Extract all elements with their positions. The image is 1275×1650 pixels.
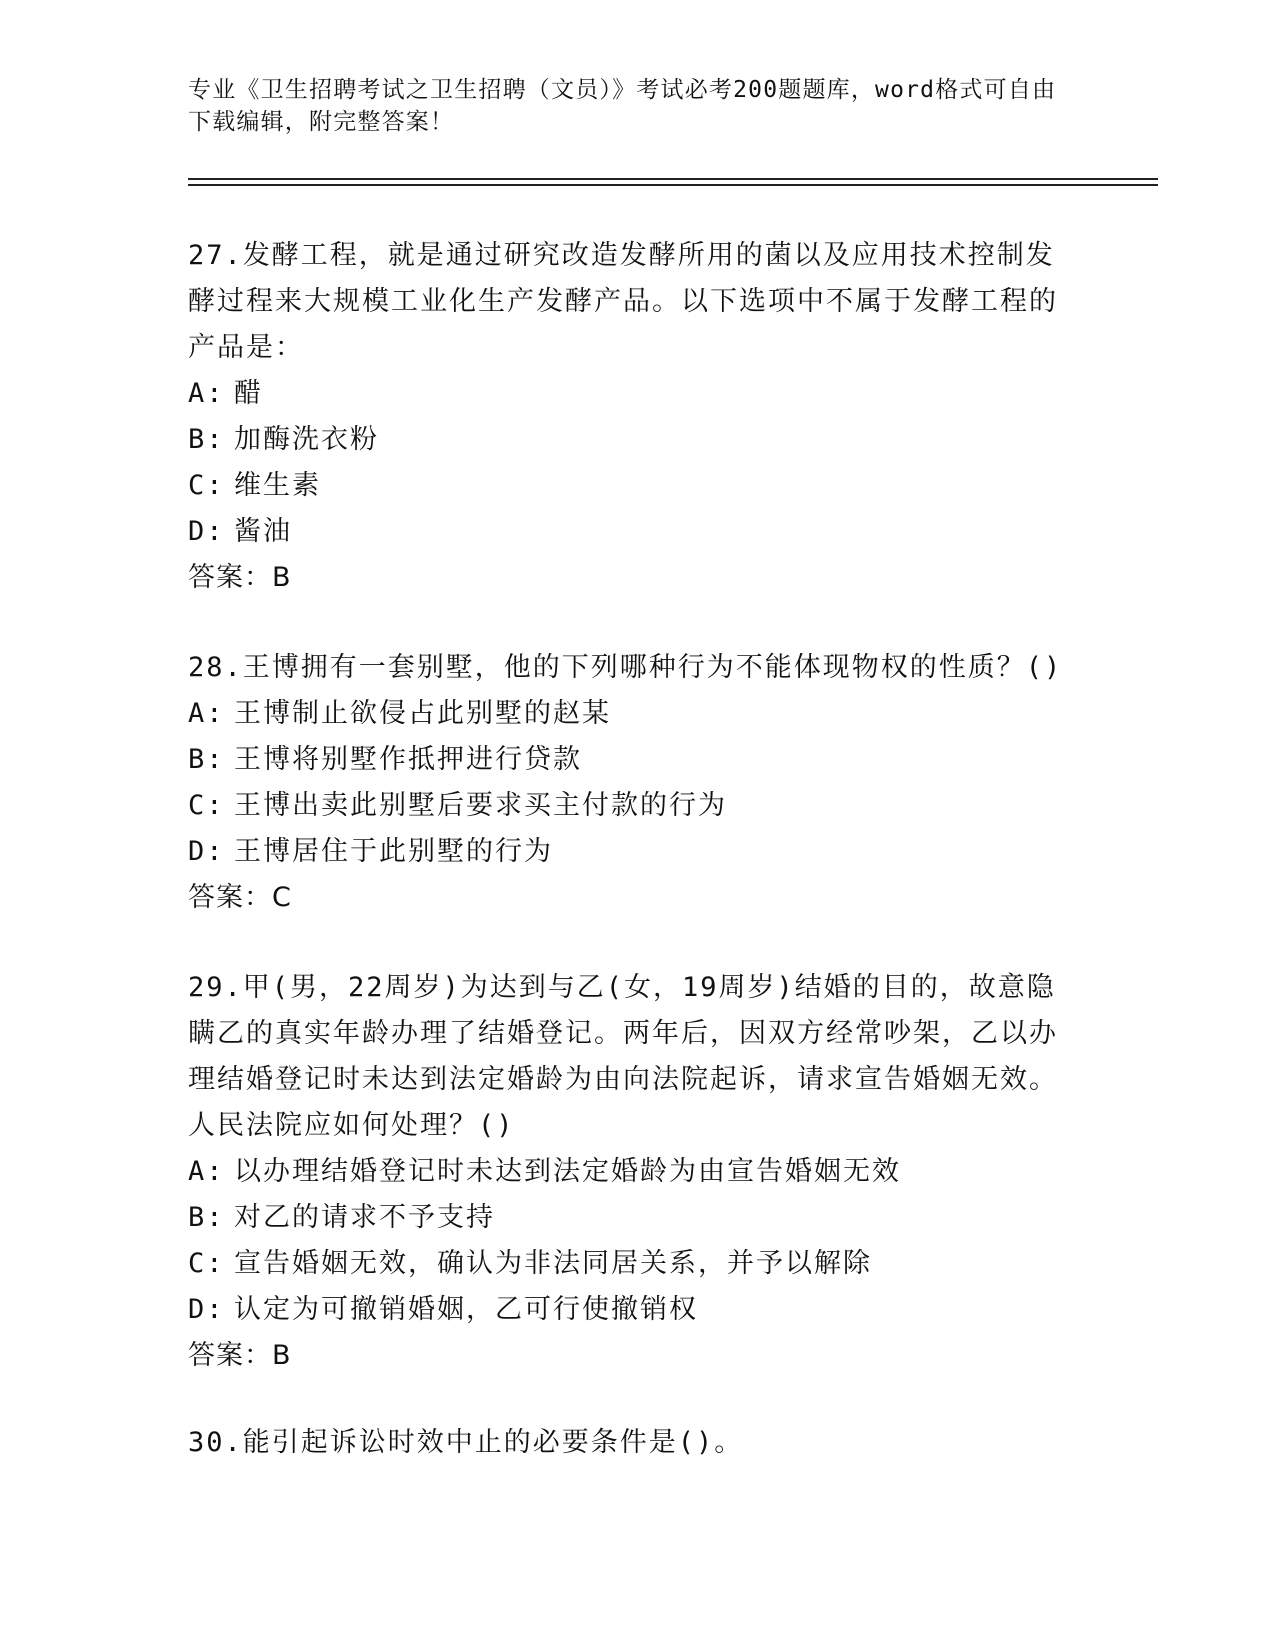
question-30 [188,1420,1078,1466]
option-text: 王博制止欲侵占此别墅的赵某 [234,698,611,729]
question-27 [188,233,1078,601]
option-c [188,1241,1078,1287]
option-letter: D: [188,516,225,547]
option-letter: B: [188,1202,225,1233]
option-letter: A: [188,378,225,409]
option-b [188,417,1078,463]
answer-line: 答案：B [188,1340,292,1371]
answer-line: 答案：C [188,882,292,913]
option-letter: A: [188,698,225,729]
option-letter: B: [188,744,225,775]
question-stem: 28.王博拥有一套别墅，他的下列哪种行为不能体现物权的性质？() [188,652,1063,683]
option-a [188,1149,1078,1195]
option-text: 宣告婚姻无效，确认为非法同居关系，并予以解除 [234,1248,872,1279]
option-d [188,1287,1078,1333]
option-text: 对乙的请求不予支持 [234,1202,495,1233]
question-28 [188,645,1078,921]
option-d [188,829,1078,875]
question-stem: 29.甲(男，22周岁)为达到与乙(女，19周岁)结婚的目的，故意隐瞒乙的真实年龄办理了结婚登记。两年后，因双方经常吵架，乙以办理结婚登记时未达到法定婚龄为由向法院起诉，请求宣告婚姻无效。人民法院应如何处理？() [188,972,1058,1141]
header-divider-top [188,178,1158,180]
option-c [188,783,1078,829]
option-c [188,463,1078,509]
option-letter: C: [188,790,225,821]
option-text: 加酶洗衣粉 [234,424,379,455]
option-b [188,737,1078,783]
option-a [188,691,1078,737]
header-divider-bottom [188,184,1158,186]
option-text: 酱油 [234,516,292,547]
option-d [188,509,1078,555]
option-letter: D: [188,836,225,867]
answer-line: 答案：B [188,562,292,593]
question-stem: 27.发酵工程，就是通过研究改造发酵所用的菌以及应用技术控制发酵过程来大规模工业化生产发酵产品。以下选项中不属于发酵工程的产品是： [188,240,1058,363]
question-stem: 30.能引起诉讼时效中止的必要条件是()。 [188,1427,744,1458]
option-letter: A: [188,1156,225,1187]
question-29 [188,965,1078,1379]
option-letter: C: [188,1248,225,1279]
option-text: 王博居住于此别墅的行为 [234,836,553,867]
option-a [188,371,1078,417]
option-letter: D: [188,1294,225,1325]
option-text: 认定为可撤销婚姻，乙可行使撤销权 [234,1294,698,1325]
option-text: 维生素 [234,470,321,501]
option-text: 醋 [234,378,263,409]
option-b [188,1195,1078,1241]
option-letter: B: [188,424,225,455]
option-text: 王博出卖此别墅后要求买主付款的行为 [234,790,727,821]
option-text: 王博将别墅作抵押进行贷款 [234,744,582,775]
option-letter: C: [188,470,225,501]
option-text: 以办理结婚登记时未达到法定婚龄为由宣告婚姻无效 [234,1156,901,1187]
document-intro: 专业《卫生招聘考试之卫生招聘（文员）》考试必考200题题库，word格式可自由下载编辑，附完整答案！ [188,77,1057,135]
